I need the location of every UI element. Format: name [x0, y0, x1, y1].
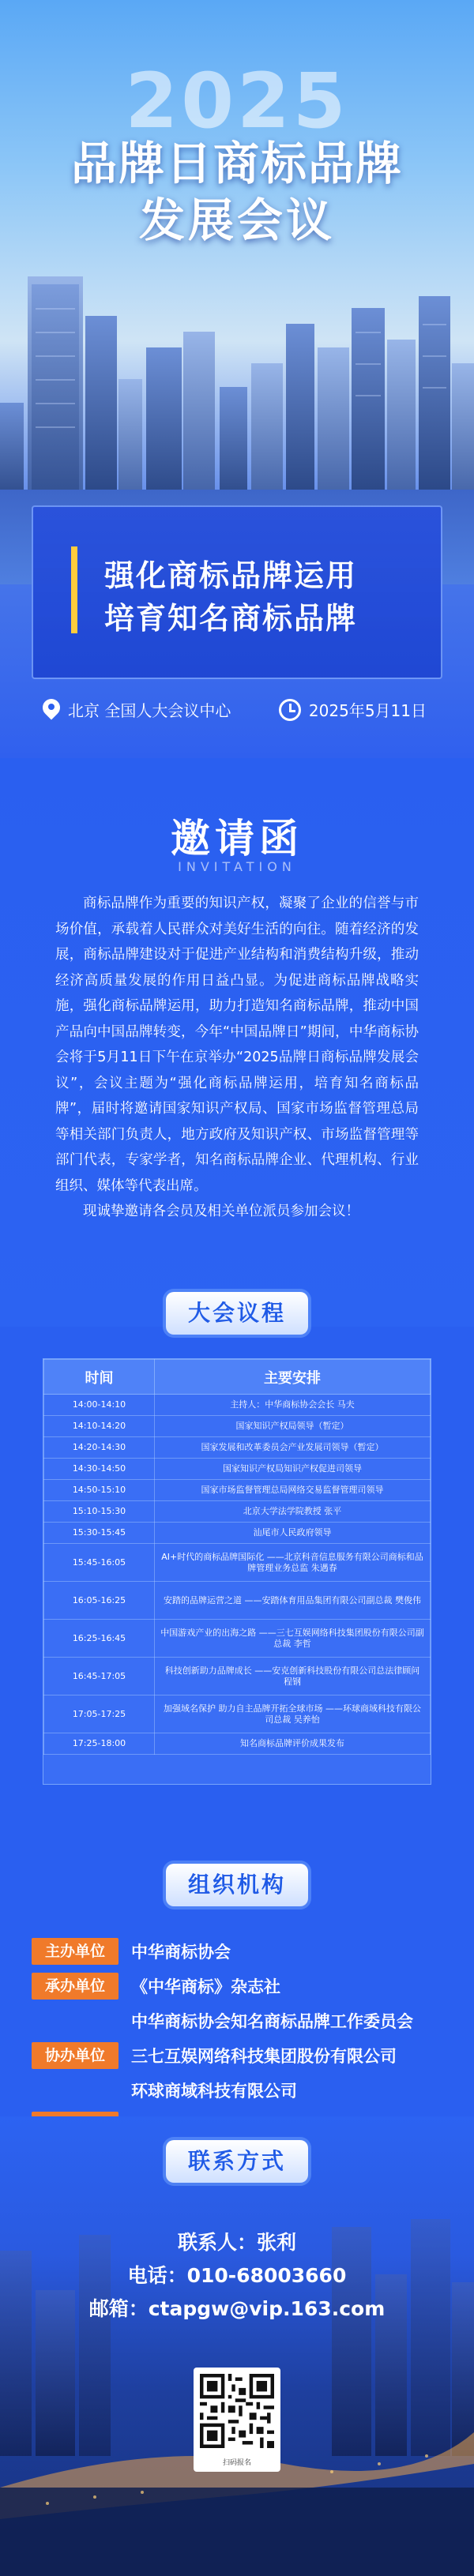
agenda-col-item: 主要安排 [155, 1360, 431, 1395]
contact-section-title: 联系方式 [166, 2140, 308, 2183]
agenda-time: 17:05-17:25 [44, 1695, 155, 1733]
org-name: 环球商域科技有限公司 [131, 2082, 297, 2101]
theme-card [32, 505, 442, 679]
qr-code[interactable] [194, 2368, 280, 2472]
agenda-item: 国家市场监督管理总局网络交易监督管理司领导 [155, 1480, 431, 1501]
hero-banner [0, 0, 474, 758]
theme-line1: 强化商标品牌运用 [104, 558, 358, 593]
agenda-item: 加强域名保护 助力自主品牌开拓全球市场 ——环球商域科技有限公司总裁 吴养怡 [155, 1695, 431, 1733]
city-skyline-illustration [0, 261, 474, 513]
location-text: 北京 全国人大会议中心 [68, 701, 231, 720]
contact-person: 联系人：张利 [177, 2231, 296, 2254]
invitation-section [0, 758, 474, 1327]
agenda-time: 14:50-15:10 [44, 1480, 155, 1501]
location [43, 698, 231, 721]
table-row [44, 1733, 431, 1755]
table-row [44, 1620, 431, 1658]
list-item [32, 2042, 397, 2069]
contact-email: 邮箱：ctapgw@vip.163.com [88, 2297, 386, 2320]
table-row [44, 1395, 431, 1416]
date-text: 2025年5月11日 [308, 701, 427, 720]
agenda-time: 16:45-17:05 [44, 1658, 155, 1695]
org-tag: 主办单位 [32, 1938, 118, 1965]
agenda-time: 14:00-14:10 [44, 1395, 155, 1416]
invitation-title: 邀请函 [171, 816, 303, 862]
agenda-time: 16:05-16:25 [44, 1582, 155, 1620]
org-name: 《中华商标》杂志社 [131, 1977, 280, 1996]
agenda-time: 14:10-14:20 [44, 1416, 155, 1437]
theme-accent-bar [71, 546, 77, 633]
list-item [32, 1938, 231, 1965]
org-name: 三七互娱网络科技集团股份有限公司 [131, 2047, 397, 2066]
agenda-section-title: 大会议程 [166, 1292, 308, 1335]
qr-caption: 扫码报名 [222, 2459, 251, 2467]
invitation-body [55, 891, 419, 1225]
agenda-time: 16:25-16:45 [44, 1620, 155, 1658]
agenda-item: 北京大学法学院教授 张平 [155, 1501, 431, 1523]
agenda-item: 国家发展和改革委员会产业发展司领导（暂定） [155, 1437, 431, 1459]
agenda-time: 17:25-18:00 [44, 1733, 155, 1755]
theme-line2: 培育知名商标品牌 [104, 601, 358, 636]
list-item [32, 2007, 413, 2034]
agenda-time: 14:30-14:50 [44, 1459, 155, 1480]
agenda-item: 国家知识产权局领导（暂定） [155, 1416, 431, 1437]
agenda-time: 15:30-15:45 [44, 1523, 155, 1544]
org-name: 中华商标协会知名商标品牌工作委员会 [131, 2012, 413, 2031]
contact-phone: 电话：010-68003660 [127, 2264, 347, 2287]
agenda-item: 安踏的品牌运营之道 ——安踏体育用品集团有限公司副总裁 樊俊伟 [155, 1582, 431, 1620]
agenda-item: 汕尾市人民政府领导 [155, 1523, 431, 1544]
table-row [44, 1416, 431, 1437]
table-row [44, 1523, 431, 1544]
clock-icon [279, 699, 301, 721]
table-row [44, 1658, 431, 1695]
agenda-item: 中国游戏产业的出海之路 ——三七互娱网络科技集团股份有限公司副总裁 李哲 [155, 1620, 431, 1658]
date [279, 698, 427, 721]
org-tag: 承办单位 [32, 1973, 118, 2000]
agenda-table-wrap [43, 1358, 431, 1785]
table-row [44, 1459, 431, 1480]
agenda-item: 知名商标品牌评价成果发布 [155, 1733, 431, 1755]
hero-title-line1: 品牌日商标品牌 [70, 137, 403, 190]
table-row [44, 1501, 431, 1523]
organization-section-title: 组织机构 [166, 1864, 308, 1906]
agenda-item: AI+时代的商标品牌国际化 ——北京科音信息服务有限公司商标和品牌管理业务总监 朱遇春 [155, 1544, 431, 1582]
hero-title-line2: 发展会议 [138, 193, 335, 247]
table-row [44, 1582, 431, 1620]
list-item [32, 1973, 280, 2000]
agenda-time: 15:10-15:30 [44, 1501, 155, 1523]
invitation-subtitle: INVITATION [178, 859, 296, 874]
agenda-item: 主持人：中华商标协会会长 马夫 [155, 1395, 431, 1416]
table-row [44, 1437, 431, 1459]
qr-code-icon [200, 2374, 274, 2448]
hero-year: 2025 [125, 57, 349, 145]
agenda-table [43, 1359, 431, 1755]
agenda-item: 科技创新助力品牌成长 ——安克创新科技股份有限公司总法律顾问 程钢 [155, 1658, 431, 1695]
org-tag: 协办单位 [32, 2042, 118, 2069]
org-name: 中华商标协会 [131, 1943, 231, 1962]
location-pin-icon [43, 699, 60, 721]
table-row [44, 1544, 431, 1582]
list-item [32, 2077, 297, 2104]
invitation-paragraph: 商标品牌作为重要的知识产权，凝聚了企业的信誉与市场价值，承载着人民群众对美好生活的向往。随着经济的发展，商标品牌建设对于促进产业结构和消费结构升级，推动经济高质量发展的作用日益凸显。为促进商标品牌战略实施，强化商标品牌运用，助力打造知名商标品牌，推动中国产品向中国品牌转变，今年“中国品牌日”期间，中华商标协会将于5月11日下午在京举办“2025品牌日商标品牌发展会议”，会议主题为“强化商标品牌运用，培育知名商标品牌”，届时将邀请国家知识产权局、国家市场监督管理总局等相关部门负责人，地方政府及知识产权、市场监督管理等部门代表，专家学者，知名商标品牌企业、代理机构、行业组织、媒体等代表出席。 [55, 896, 419, 1194]
table-row [44, 1695, 431, 1733]
table-row [44, 1480, 431, 1501]
meta-row [32, 695, 442, 727]
agenda-item: 国家知识产权局知识产权促进司领导 [155, 1459, 431, 1480]
agenda-col-time: 时间 [44, 1360, 155, 1395]
agenda-time: 15:45-16:05 [44, 1544, 155, 1582]
invitation-paragraph: 现诚挚邀请各会员及相关单位派员参加会议！ [83, 1204, 359, 1219]
agenda-time: 14:20-14:30 [44, 1437, 155, 1459]
